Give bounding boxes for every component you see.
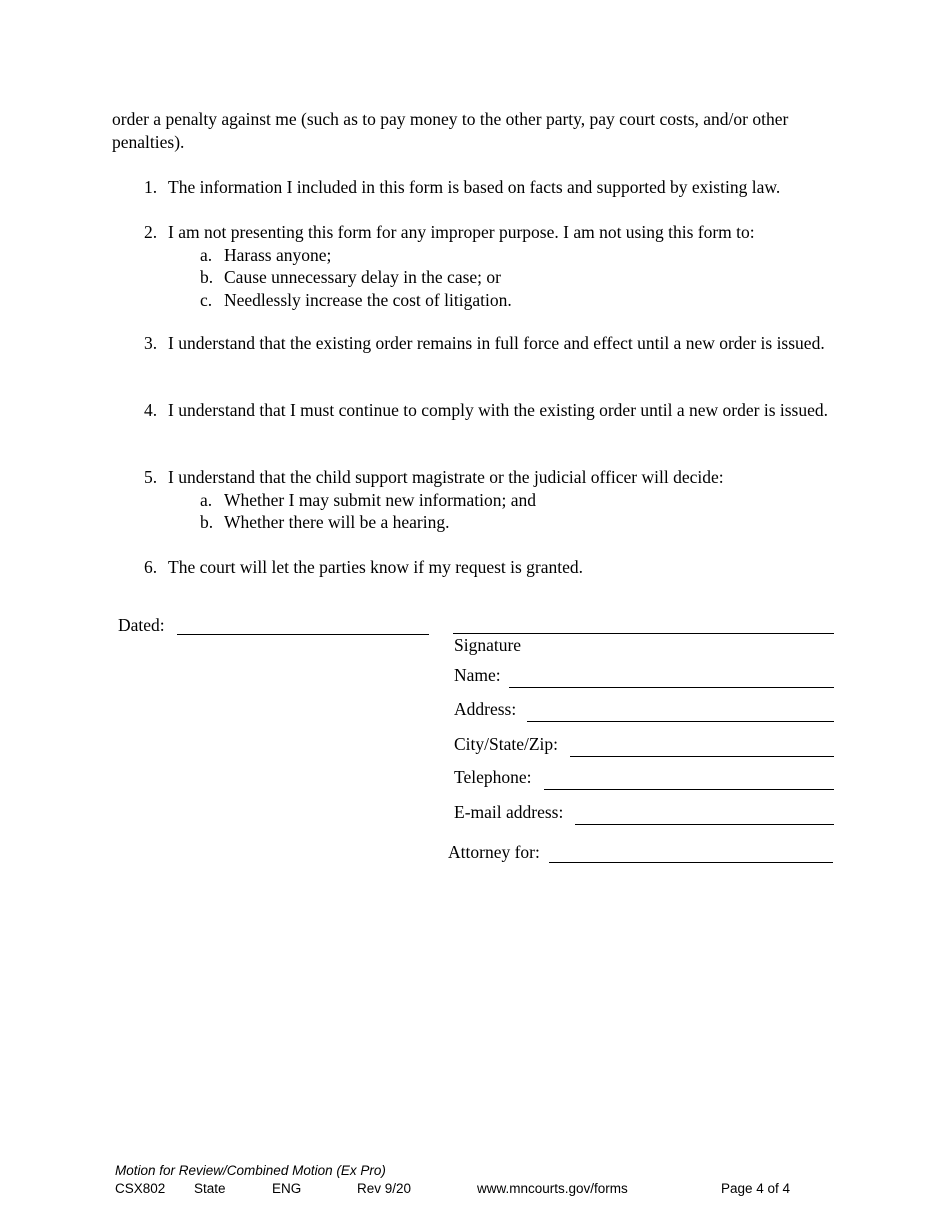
sub-item-2a: [200, 244, 834, 267]
email-label: E-mail address:: [454, 802, 564, 822]
item-text: The information I included in this form is based on facts and supported by existing law.: [168, 177, 781, 197]
intro-paragraph: order a penalty against me (such as to pay money to the other party, pay court costs, and/or other penalties).: [112, 109, 789, 152]
item-number: 2.: [144, 222, 158, 242]
item-number: 4.: [144, 400, 158, 420]
sub-item-letter: b.: [200, 512, 214, 532]
item-number: 1.: [144, 177, 158, 197]
footer-form-title: Motion for Review/Combined Motion (Ex Pro): [115, 1163, 386, 1178]
attorney-for-label: Attorney for:: [448, 842, 540, 862]
item-text: The court will let the parties know if my request is granted.: [168, 557, 584, 577]
item-text: I understand that the child support magistrate or the judicial officer will decide:: [168, 467, 724, 487]
list-item-1: [144, 176, 834, 199]
list-item-2: [144, 221, 834, 311]
telephone-field[interactable]: [544, 789, 834, 790]
telephone-label: Telephone:: [454, 767, 532, 787]
item-text: I understand that I must continue to comply with the existing order until a new order is issued.: [168, 400, 829, 420]
sub-item-5a: [200, 489, 834, 512]
city-state-zip-label: City/State/Zip:: [454, 734, 559, 754]
item-number: 3.: [144, 333, 158, 353]
dated-field[interactable]: [177, 634, 429, 635]
sub-item-2b: [200, 266, 834, 289]
list-item-4: [144, 399, 834, 422]
footer-website: www.mncourts.gov/forms: [477, 1181, 628, 1196]
attorney-for-field[interactable]: [549, 862, 833, 863]
item-number: 6.: [144, 557, 158, 577]
footer-form-code: CSX802: [115, 1181, 166, 1196]
address-label: Address:: [454, 699, 517, 719]
item-text: I am not presenting this form for any improper purpose. I am not using this form to:: [168, 222, 755, 242]
sub-item-letter: a.: [200, 489, 213, 510]
list-item-3: [144, 332, 834, 355]
dated-label: Dated:: [118, 615, 165, 635]
footer-jurisdiction: State: [194, 1181, 226, 1196]
footer-page-number: Page 4 of 4: [721, 1181, 791, 1196]
sub-item-text: Harass anyone;: [224, 244, 332, 265]
sub-item-letter: c.: [200, 289, 213, 310]
city-state-zip-field[interactable]: [570, 756, 834, 757]
list-item-5: [144, 466, 834, 534]
email-field[interactable]: [575, 824, 834, 825]
footer-language: ENG: [272, 1181, 302, 1196]
address-field[interactable]: [527, 721, 834, 722]
signature-label: Signature: [454, 635, 522, 655]
item-number: 5.: [144, 467, 158, 487]
sub-item-text: Whether there will be a hearing.: [224, 512, 450, 532]
sub-item-text: Cause unnecessary delay in the case; or: [224, 267, 501, 287]
list-item-6: [144, 556, 834, 579]
sub-item-2c: [200, 289, 834, 312]
sub-item-text: Whether I may submit new information; and: [224, 489, 537, 510]
footer-revision: Rev 9/20: [357, 1181, 412, 1196]
sub-item-5b: [200, 511, 834, 534]
sub-item-text: Needlessly increase the cost of litigation.: [224, 289, 512, 310]
sub-item-letter: b.: [200, 267, 214, 287]
sub-item-letter: a.: [200, 244, 213, 265]
name-field[interactable]: [509, 687, 834, 688]
name-label: Name:: [454, 665, 501, 685]
item-text: I understand that the existing order remains in full force and effect until a new order is issued.: [168, 333, 825, 353]
